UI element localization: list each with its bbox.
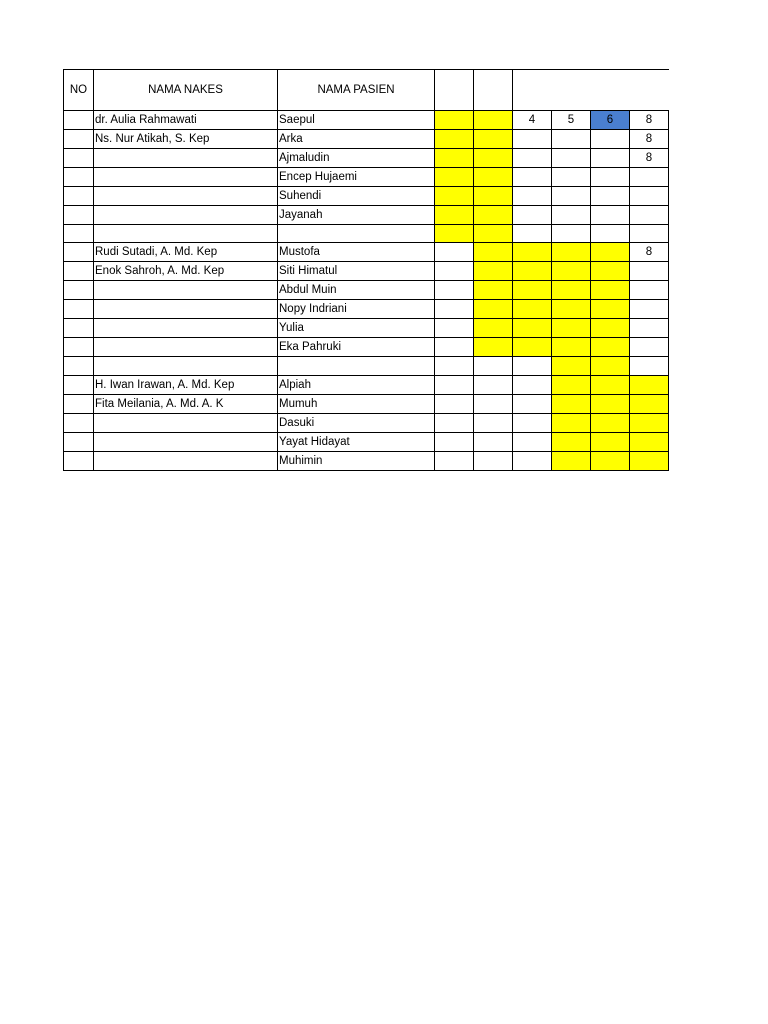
cell-day-5[interactable] [591,187,630,206]
cell-day-4[interactable] [552,319,591,338]
table-row [64,111,669,130]
table-row [64,243,669,262]
cell-day-4[interactable] [552,243,591,262]
cell-nakes[interactable] [94,168,278,187]
table-row [64,187,669,206]
cell-pasien[interactable]: Arka [278,130,435,149]
cell-day-4[interactable] [552,375,591,394]
cell-no[interactable] [64,319,94,338]
cell-no[interactable] [64,130,94,149]
cell-pasien[interactable]: Encep Hujaemi [278,168,435,187]
cell-day-4[interactable] [552,394,591,413]
cell-no[interactable] [64,357,94,375]
cell-day-4[interactable] [552,413,591,432]
cell-pasien[interactable]: Yayat Hidayat [278,432,435,451]
cell-day-3[interactable] [513,300,552,319]
cell-pasien[interactable]: Yulia [278,319,435,338]
cell-day-1[interactable] [435,413,474,432]
cell-no[interactable] [64,262,94,281]
cell-day-2[interactable] [474,281,513,300]
cell-day-5[interactable] [591,225,630,243]
cell-day-2[interactable] [474,413,513,432]
cell-day-4[interactable] [552,149,591,168]
cell-day-5[interactable] [591,149,630,168]
cell-day-5[interactable] [591,394,630,413]
cell-pasien[interactable]: Mumuh [278,394,435,413]
cell-day-1[interactable] [435,338,474,357]
cell-day-1[interactable] [435,206,474,225]
cell-pasien[interactable]: Siti Himatul [278,262,435,281]
cell-nakes[interactable] [94,187,278,206]
cell-nakes[interactable]: Ns. Nur Atikah, S. Kep [94,130,278,149]
header-day-group[interactable] [513,70,669,111]
cell-day-5[interactable] [591,413,630,432]
cell-day-2[interactable] [474,130,513,149]
table-row [64,168,669,187]
cell-day-4[interactable] [552,338,591,357]
cell-day-6[interactable] [630,338,669,357]
cell-day-3[interactable]: 4 [513,111,552,130]
cell-no[interactable] [64,375,94,394]
cell-nakes[interactable] [94,149,278,168]
cell-day-6[interactable] [630,413,669,432]
cell-pasien[interactable]: Eka Pahruki [278,338,435,357]
cell-day-5[interactable] [591,319,630,338]
cell-nakes[interactable] [94,338,278,357]
cell-day-6[interactable] [630,187,669,206]
cell-day-1[interactable] [435,149,474,168]
cell-day-4[interactable] [552,281,591,300]
table-row [64,206,669,225]
cell-pasien[interactable]: Muhimin [278,451,435,470]
cell-day-1[interactable] [435,111,474,130]
cell-pasien[interactable]: Mustofa [278,243,435,262]
cell-no[interactable] [64,432,94,451]
header-row [64,70,669,111]
cell-day-4[interactable] [552,187,591,206]
table-row [64,130,669,149]
cell-nakes[interactable] [94,319,278,338]
cell-day-1[interactable] [435,432,474,451]
cell-day-4[interactable] [552,451,591,470]
cell-day-5[interactable] [591,243,630,262]
cell-day-1[interactable] [435,451,474,470]
cell-no[interactable] [64,300,94,319]
cell-day-3[interactable] [513,206,552,225]
cell-day-2[interactable] [474,243,513,262]
cell-day-6[interactable] [630,281,669,300]
cell-day-4[interactable]: 5 [552,111,591,130]
cell-day-1[interactable] [435,262,474,281]
cell-day-2[interactable] [474,206,513,225]
cell-day-4[interactable] [552,206,591,225]
header-nama-pasien[interactable]: NAMA PASIEN [278,70,435,111]
cell-day-2[interactable] [474,319,513,338]
cell-day-3[interactable] [513,187,552,206]
cell-day-5[interactable] [591,338,630,357]
cell-day-1[interactable] [435,130,474,149]
cell-nakes[interactable] [94,225,278,243]
cell-pasien[interactable]: Nopy Indriani [278,300,435,319]
cell-no[interactable] [64,206,94,225]
table-row [64,262,669,281]
table-row [64,394,669,413]
cell-day-5[interactable] [591,262,630,281]
table-row [64,300,669,319]
cell-day-6[interactable] [630,451,669,470]
cell-day-1[interactable] [435,281,474,300]
cell-day-3[interactable] [513,394,552,413]
cell-pasien[interactable]: Abdul Muin [278,281,435,300]
cell-day-2[interactable] [474,111,513,130]
cell-day-2[interactable] [474,262,513,281]
cell-nakes[interactable] [94,413,278,432]
cell-day-3[interactable] [513,262,552,281]
header-day-2[interactable] [474,70,513,111]
cell-day-3[interactable] [513,281,552,300]
cell-no[interactable] [64,413,94,432]
table-row [64,451,669,470]
cell-day-6[interactable] [630,300,669,319]
cell-pasien[interactable] [278,357,435,375]
cell-pasien[interactable]: Jayanah [278,206,435,225]
cell-nakes[interactable]: Fita Meilania, A. Md. A. K [94,394,278,413]
header-nama-nakes[interactable]: NAMA NAKES [94,70,278,111]
header-day-1[interactable] [435,70,474,111]
cell-day-5[interactable] [591,168,630,187]
cell-day-1[interactable] [435,300,474,319]
cell-day-6[interactable] [630,206,669,225]
cell-day-2[interactable] [474,225,513,243]
cell-no[interactable] [64,243,94,262]
cell-day-1[interactable] [435,319,474,338]
cell-day-6[interactable] [630,357,669,375]
cell-day-2[interactable] [474,432,513,451]
cell-day-5[interactable] [591,357,630,375]
cell-day-4[interactable] [552,130,591,149]
cell-day-1[interactable] [435,168,474,187]
cell-day-6[interactable] [630,394,669,413]
cell-day-2[interactable] [474,451,513,470]
cell-day-3[interactable] [513,149,552,168]
cell-day-2[interactable] [474,394,513,413]
cell-day-1[interactable] [435,243,474,262]
cell-day-4[interactable] [552,432,591,451]
cell-day-1[interactable] [435,225,474,243]
cell-day-2[interactable] [474,149,513,168]
cell-day-6[interactable] [630,168,669,187]
cell-day-1[interactable] [435,394,474,413]
cell-day-5[interactable] [591,130,630,149]
cell-no[interactable] [64,168,94,187]
cell-day-2[interactable] [474,168,513,187]
cell-nakes[interactable] [94,432,278,451]
cell-nakes[interactable] [94,206,278,225]
cell-no[interactable] [64,394,94,413]
cell-nakes[interactable] [94,357,278,375]
cell-no[interactable] [64,187,94,206]
cell-day-6[interactable] [630,262,669,281]
cell-day-5[interactable] [591,281,630,300]
cell-nakes[interactable]: H. Iwan Irawan, A. Md. Kep [94,375,278,394]
cell-nakes[interactable]: Enok Sahroh, A. Md. Kep [94,262,278,281]
cell-day-4[interactable] [552,357,591,375]
cell-day-5[interactable] [591,451,630,470]
table-row [64,281,669,300]
table-row [64,319,669,338]
cell-no[interactable] [64,281,94,300]
table-body [64,111,669,471]
cell-pasien[interactable]: Alpiah [278,375,435,394]
cell-day-6[interactable] [630,432,669,451]
cell-day-4[interactable] [552,262,591,281]
cell-day-3[interactable] [513,243,552,262]
cell-day-3[interactable] [513,338,552,357]
cell-day-3[interactable] [513,168,552,187]
cell-day-6[interactable] [630,319,669,338]
cell-day-6[interactable] [630,375,669,394]
cell-pasien[interactable] [278,225,435,243]
cell-day-1[interactable] [435,375,474,394]
cell-day-1[interactable] [435,357,474,375]
cell-day-2[interactable] [474,375,513,394]
cell-no[interactable] [64,111,94,130]
cell-nakes[interactable] [94,281,278,300]
cell-nakes[interactable]: dr. Aulia Rahmawati [94,111,278,130]
cell-pasien[interactable]: Suhendi [278,187,435,206]
cell-day-5[interactable] [591,206,630,225]
cell-nakes[interactable] [94,300,278,319]
cell-no[interactable] [64,338,94,357]
cell-day-2[interactable] [474,338,513,357]
cell-no[interactable] [64,451,94,470]
cell-day-5[interactable] [591,432,630,451]
cell-day-3[interactable] [513,357,552,375]
cell-day-1[interactable] [435,187,474,206]
cell-day-6[interactable]: 8 [630,243,669,262]
cell-pasien[interactable]: Saepul [278,111,435,130]
cell-day-5-selected[interactable]: 6 [591,111,630,130]
table-row [64,375,669,394]
cell-day-6[interactable]: 8 [630,149,669,168]
cell-pasien[interactable]: Ajmaludin [278,149,435,168]
cell-no[interactable] [64,225,94,243]
schedule-table [63,69,669,471]
cell-day-3[interactable] [513,451,552,470]
table-row [64,413,669,432]
cell-day-4[interactable] [552,225,591,243]
header-no[interactable]: NO [64,70,94,111]
cell-day-2[interactable] [474,187,513,206]
cell-day-6[interactable]: 8 [630,130,669,149]
cell-day-5[interactable] [591,375,630,394]
cell-pasien[interactable]: Dasuki [278,413,435,432]
cell-day-4[interactable] [552,300,591,319]
cell-day-3[interactable] [513,432,552,451]
table-row [64,338,669,357]
cell-day-3[interactable] [513,225,552,243]
cell-day-2[interactable] [474,300,513,319]
cell-day-5[interactable] [591,300,630,319]
cell-nakes[interactable]: Rudi Sutadi, A. Md. Kep [94,243,278,262]
cell-day-3[interactable] [513,319,552,338]
cell-no[interactable] [64,149,94,168]
cell-day-6[interactable]: 8 [630,111,669,130]
table-row [64,149,669,168]
spreadsheet [63,69,669,471]
cell-nakes[interactable] [94,451,278,470]
cell-day-6[interactable] [630,225,669,243]
cell-day-2[interactable] [474,357,513,375]
table-row [64,225,669,243]
table-row [64,432,669,451]
cell-day-3[interactable] [513,413,552,432]
cell-day-3[interactable] [513,130,552,149]
cell-day-4[interactable] [552,168,591,187]
cell-day-3[interactable] [513,375,552,394]
table-row [64,357,669,375]
